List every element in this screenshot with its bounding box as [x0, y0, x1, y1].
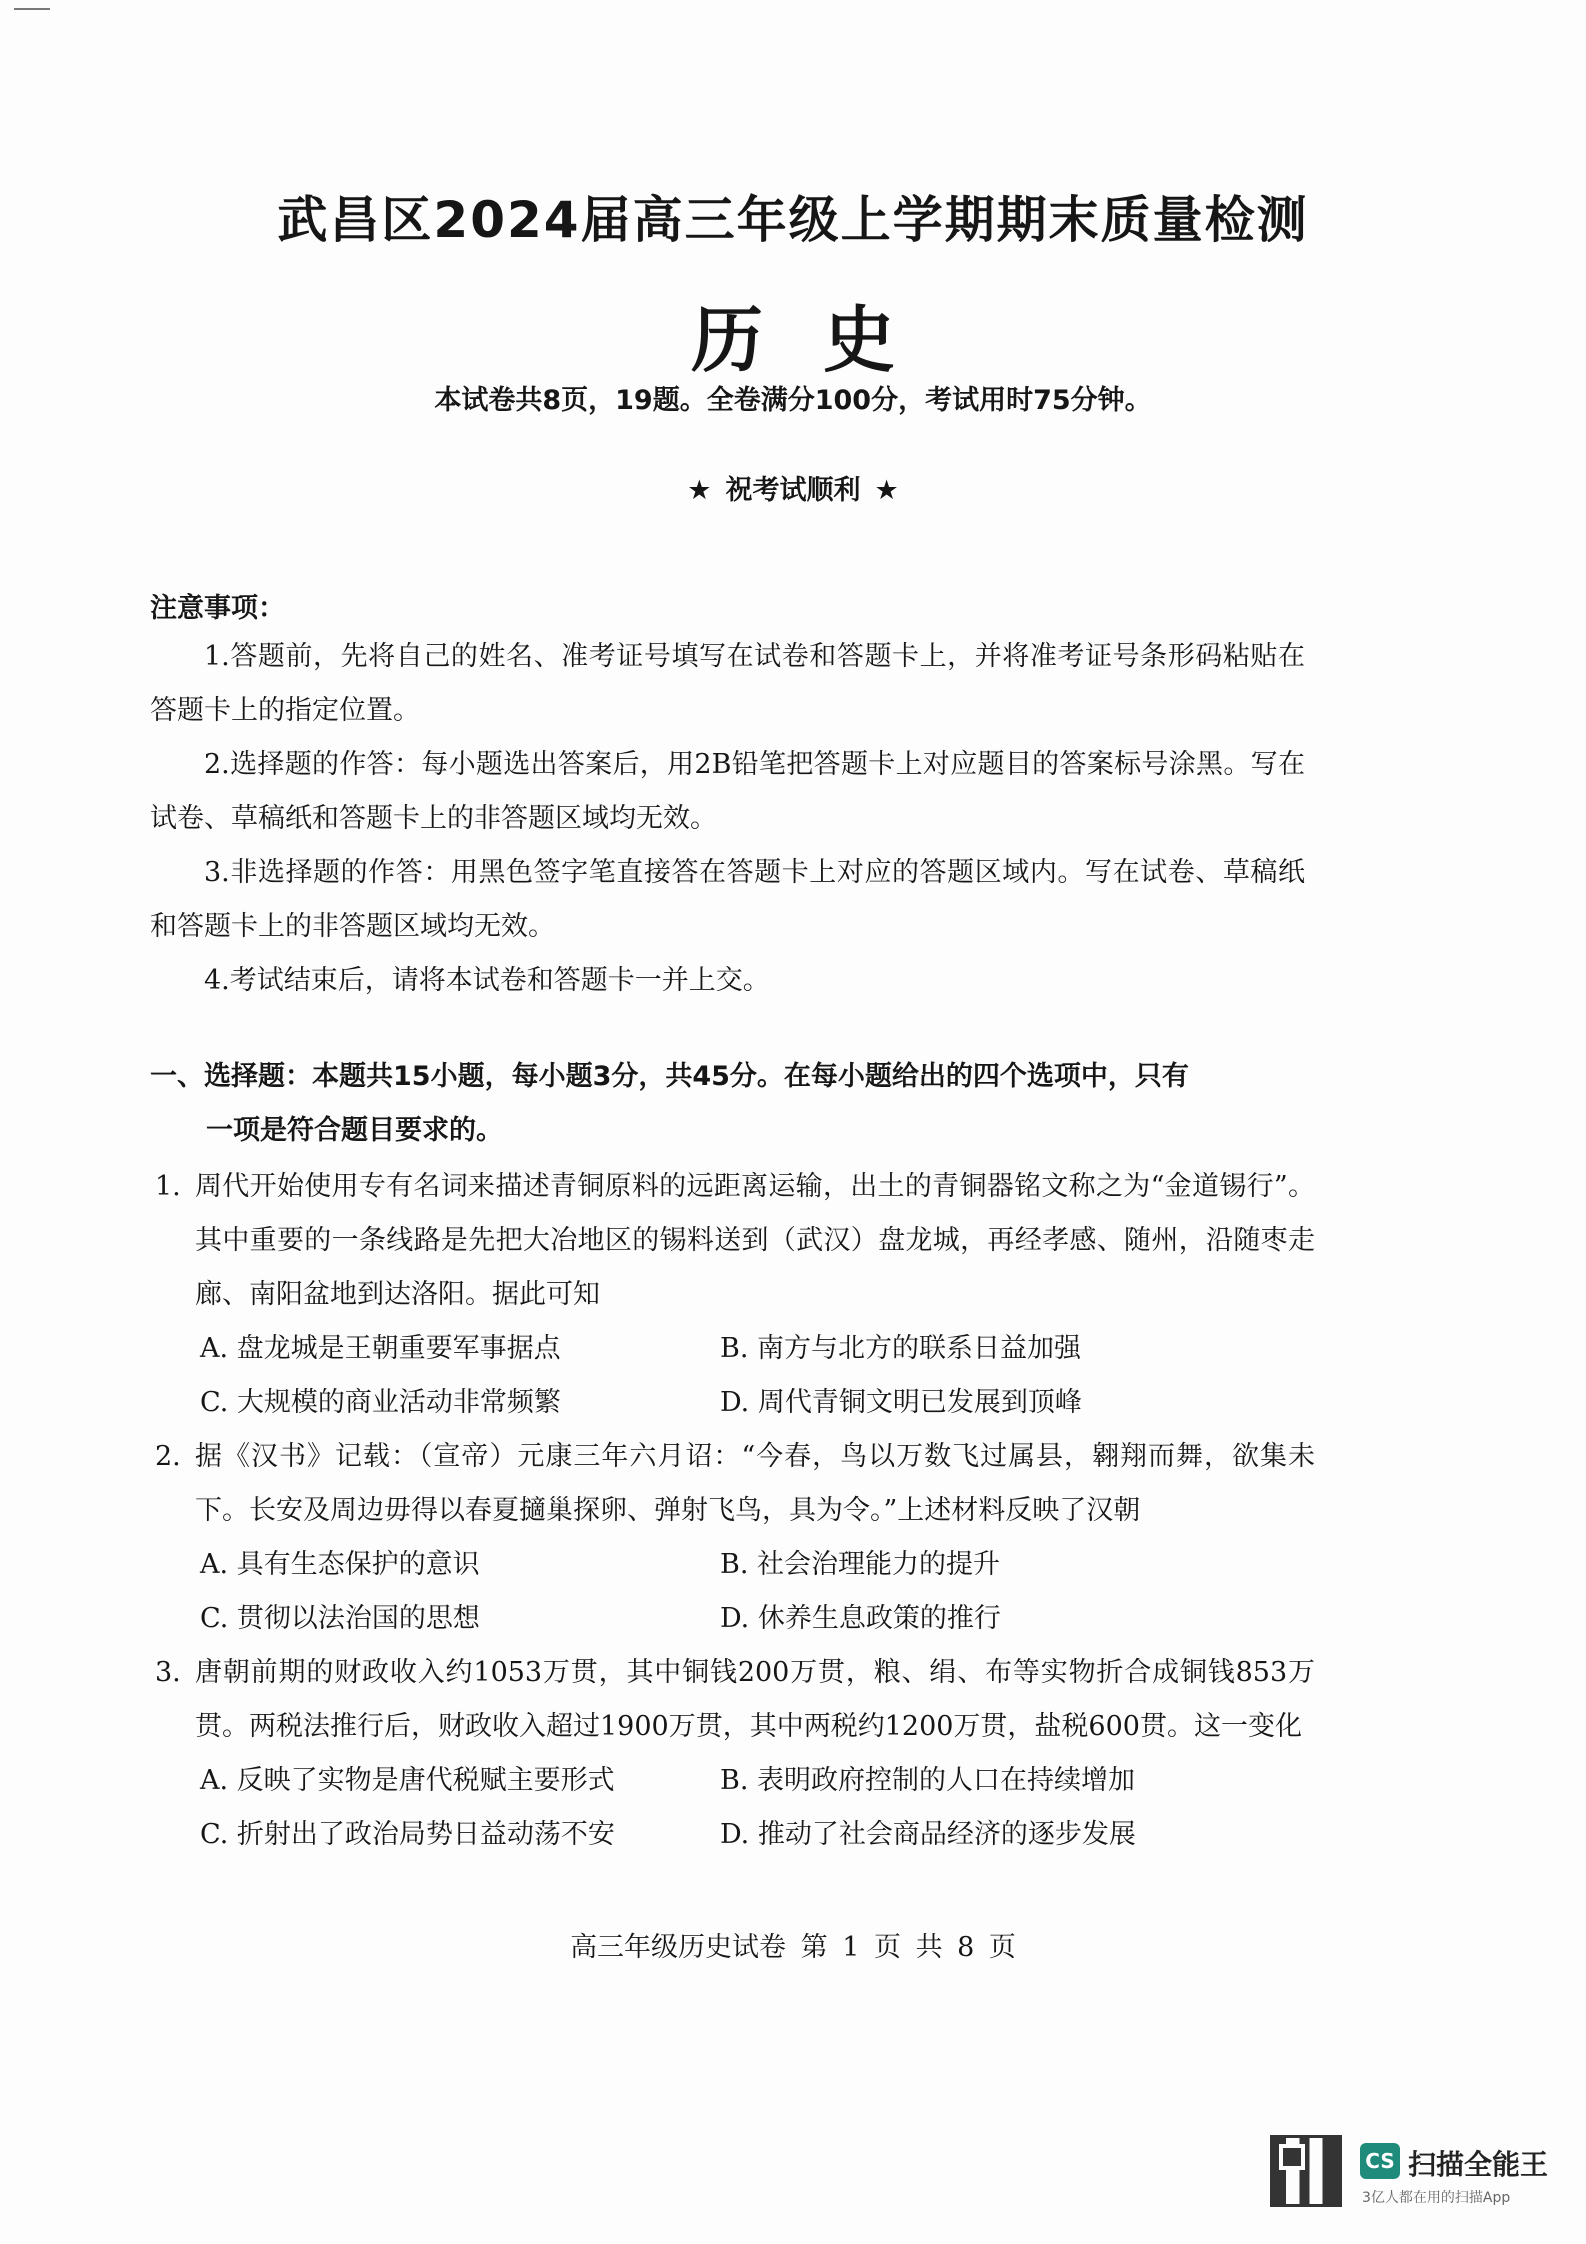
scanner-app-name: 扫描全能王 — [1408, 2148, 1549, 2181]
option-b: B. 社会治理能力的提升 — [720, 1549, 1001, 1580]
scanner-tagline: 3亿人都在用的扫描App — [1362, 2190, 1511, 2206]
option-d: D. 推动了社会商品经济的逐步发展 — [720, 1819, 1136, 1850]
notice-item: 2.选择题的作答：每小题选出答案后，用2B铅笔把答题卡上对应题目的答案标号涂黑。写在试卷、草稿纸和答题卡上的非答题区域均无效。 — [150, 749, 1305, 834]
option-c: C. 贯彻以法治国的思想 — [200, 1603, 480, 1634]
question-list — [155, 1160, 1315, 1862]
star-icon: ★ — [687, 475, 712, 506]
exam-info: 本试卷共8页，19题。全卷满分100分，考试用时75分钟。 — [434, 385, 1152, 416]
good-luck-text: 祝考试顺利 — [725, 475, 861, 506]
option-a: A. 盘龙城是王朝重要军事据点 — [200, 1333, 561, 1364]
question-stem: 周代开始使用专有名词来描述青铜原料的远距离运输，出土的青铜器铭文称之为“金道锡行”。其中重要的一条线路是先把大冶地区的锡料送到（武汉）盘龙城，再经孝感、随州，沿随枣走廊、南阳盆地到达洛阳。据此可知 — [195, 1171, 1315, 1310]
option-group — [155, 1538, 1315, 1646]
notice-item: 1.答题前，先将自己的姓名、准考证号填写在试卷和答题卡上，并将准考证号条形码粘贴在答题卡上的指定位置。 — [150, 641, 1305, 726]
notice-item: 3.非选择题的作答：用黑色签字笔直接答在答题卡上对应的答题区域内。写在试卷、草稿纸和答题卡上的非答题区域均无效。 — [150, 857, 1305, 942]
option-group — [155, 1322, 1315, 1430]
subject-title: 历史 — [690, 298, 955, 382]
question-1 — [155, 1160, 1315, 1430]
question-stem: 唐朝前期的财政收入约1053万贯，其中铜钱200万贯，粮、绢、布等实物折合成铜钱853万贯。两税法推行后，财政收入超过1900万贯，其中两税约1200万贯，盐税600贯。这一变化 — [195, 1657, 1315, 1742]
question-number: 2. — [155, 1441, 181, 1472]
option-b: B. 表明政府控制的人口在持续增加 — [720, 1765, 1136, 1796]
question-number: 3. — [155, 1657, 181, 1688]
option-d: D. 周代青铜文明已发展到顶峰 — [720, 1387, 1082, 1418]
exam-title: 武昌区2024届高三年级上学期期末质量检测 — [277, 191, 1309, 249]
question-3 — [155, 1646, 1315, 1862]
section-heading — [150, 1050, 1310, 1158]
star-icon: ★ — [874, 475, 899, 506]
notice-item: 4.考试结束后，请将本试卷和答题卡一并上交。 — [204, 965, 770, 996]
option-d: D. 休养生息政策的推行 — [720, 1603, 1001, 1634]
option-c: C. 折射出了政治局势日益动荡不安 — [200, 1819, 615, 1850]
corner-mark — [14, 8, 50, 16]
notice-heading: 注意事项： — [150, 593, 285, 624]
notice-list — [150, 630, 1305, 1008]
option-b: B. 南方与北方的联系日益加强 — [720, 1333, 1082, 1364]
section-heading-line1: 一、选择题：本题共15小题，每小题3分，共45分。在每小题给出的四个选项中，只有 — [150, 1061, 1189, 1092]
qr-code-icon — [1270, 2135, 1342, 2207]
question-stem: 据《汉书》记载：（宣帝）元康三年六月诏：“今春，鸟以万数飞过属县，翱翔而舞，欲集未下。长安及周边毋得以春夏擿巢探卵、弹射飞鸟，具为令。”上述材料反映了汉朝 — [195, 1441, 1315, 1526]
question-number: 1. — [155, 1171, 181, 1202]
good-luck-line — [0, 468, 1586, 507]
option-c: C. 大规模的商业活动非常频繁 — [200, 1387, 561, 1418]
option-a: A. 具有生态保护的意识 — [200, 1549, 480, 1580]
section-heading-line2: 一项是符合题目要求的。 — [206, 1115, 503, 1146]
scanner-watermark — [1270, 2135, 1570, 2215]
page-footer: 高三年级历史试卷 第 1 页 共 8 页 — [570, 1932, 1016, 1963]
option-a: A. 反映了实物是唐代税赋主要形式 — [200, 1765, 615, 1796]
option-group — [155, 1754, 1315, 1862]
question-2 — [155, 1430, 1315, 1646]
camscanner-logo-icon: CS — [1360, 2143, 1400, 2179]
